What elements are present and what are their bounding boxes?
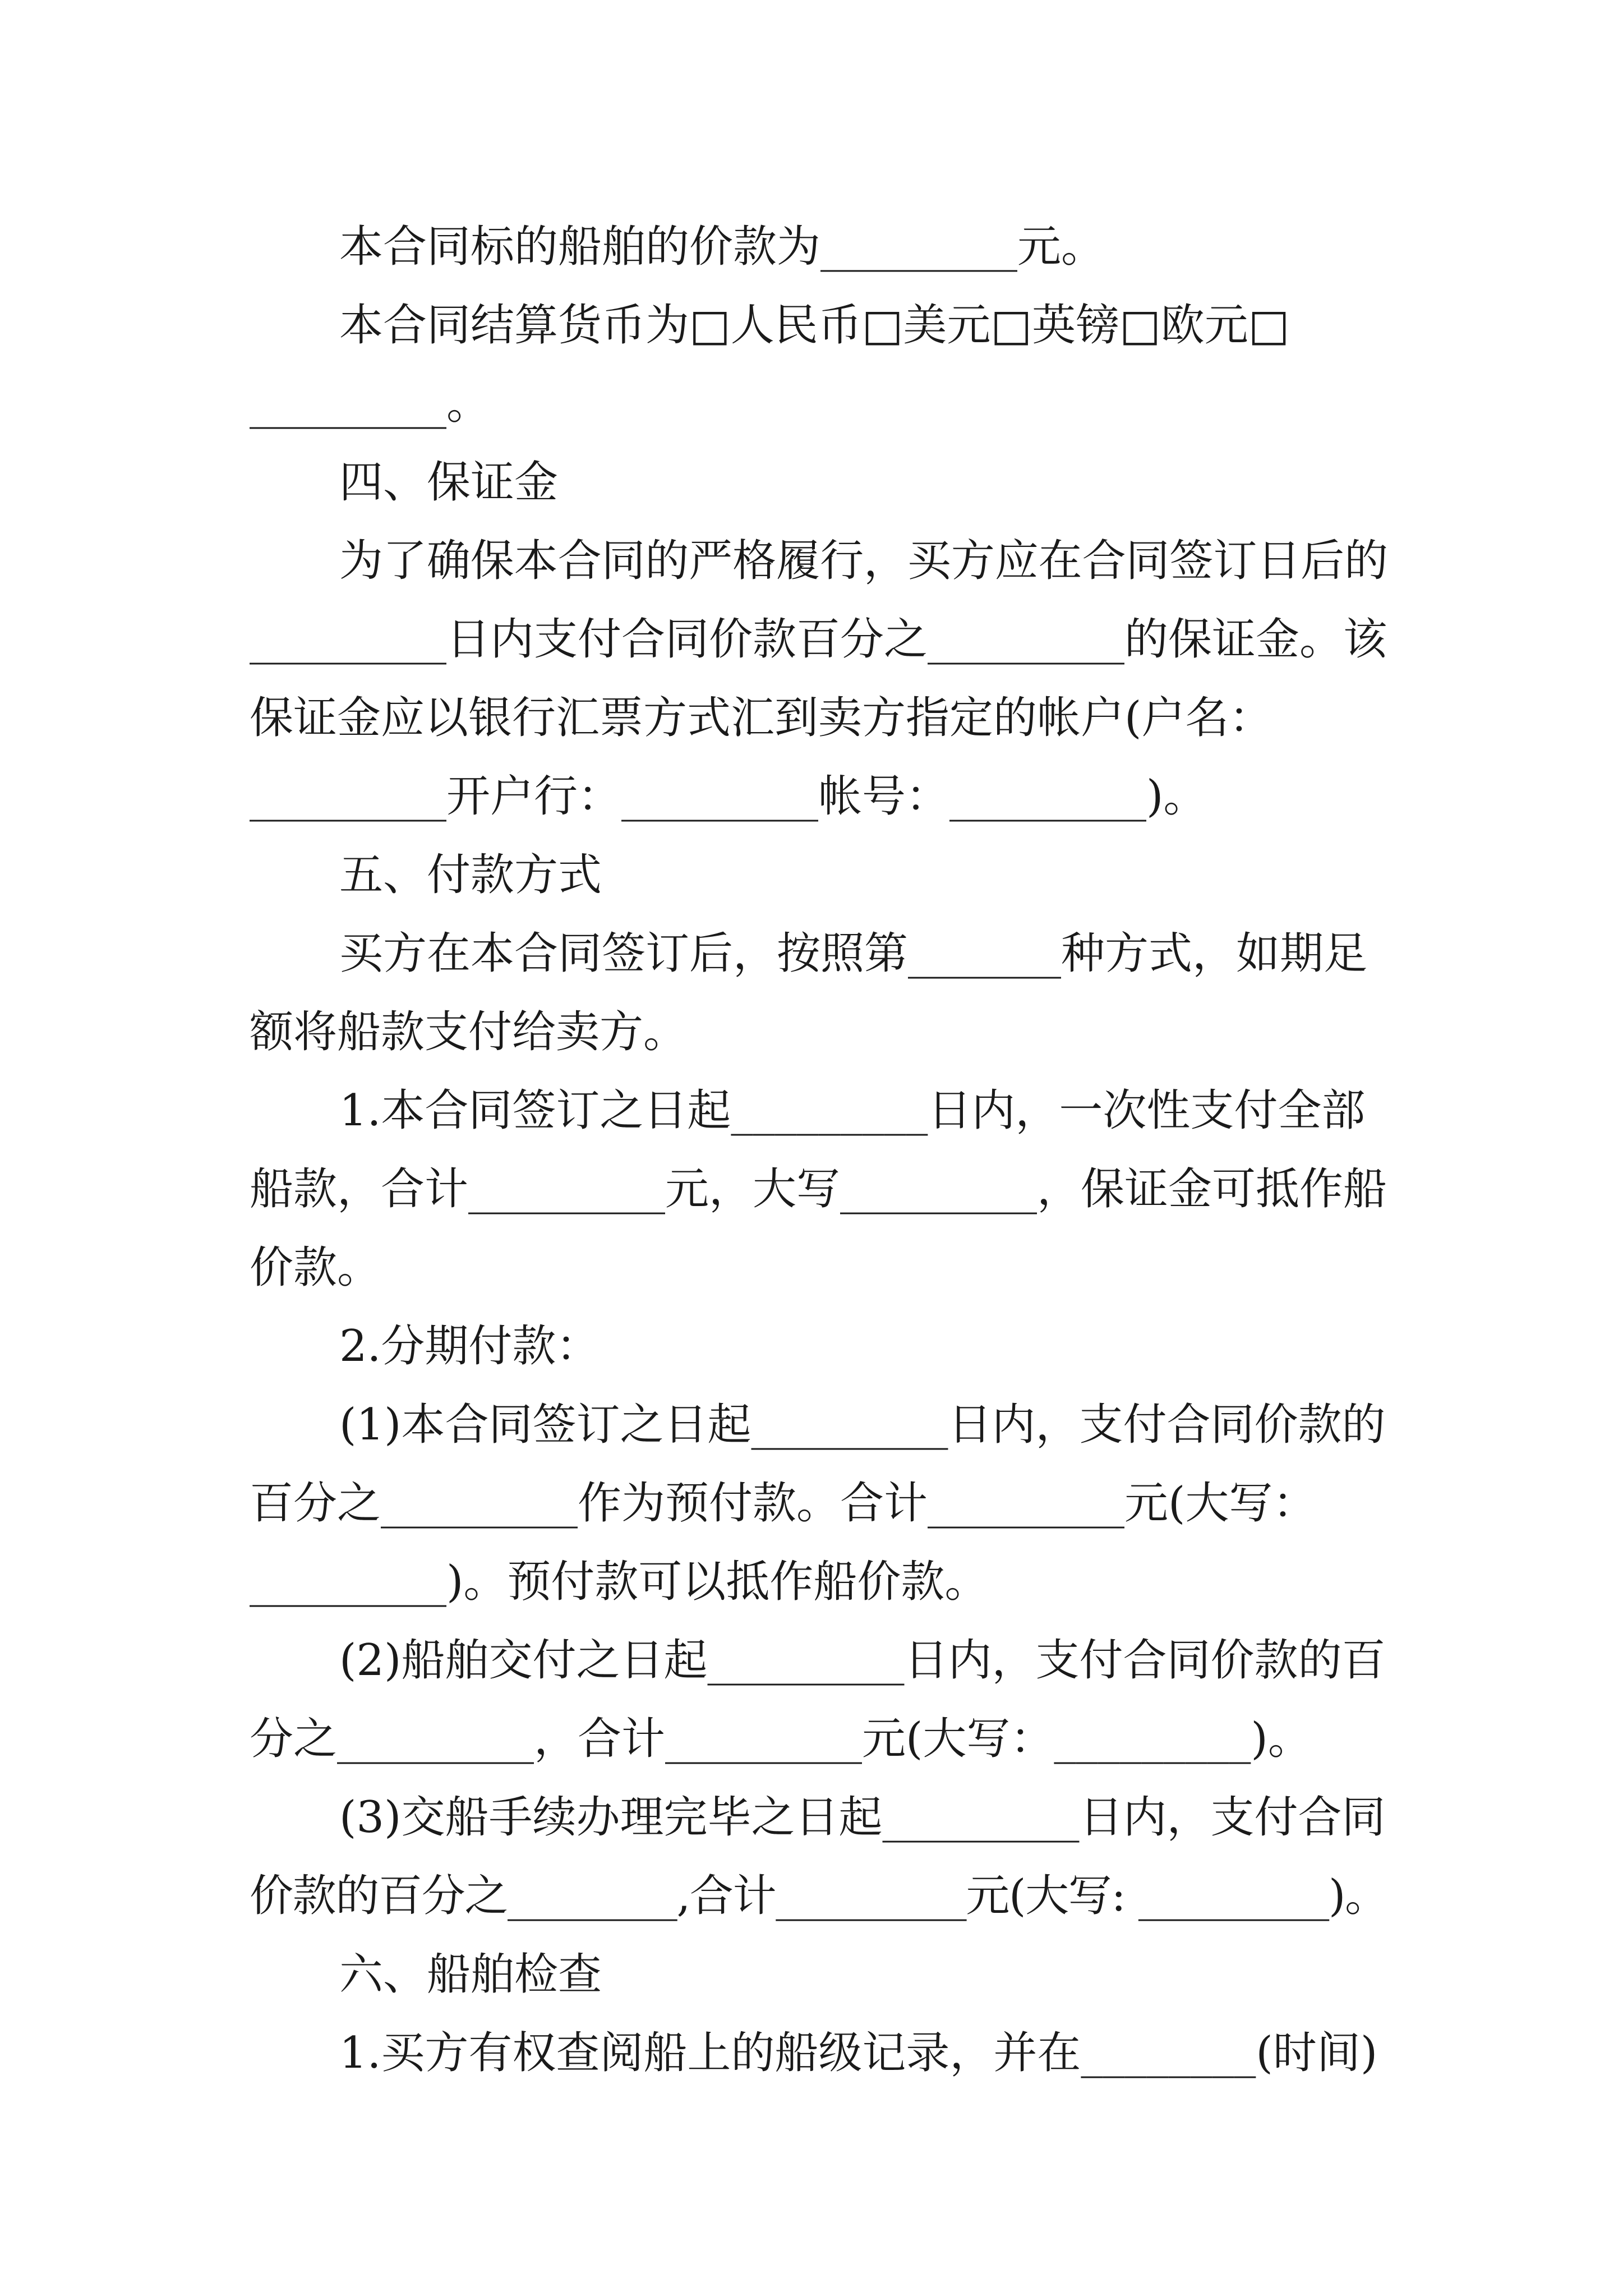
- text-line: (2)船舶交付之日起_________日内，支付合同价款的百: [339, 1635, 1386, 1686]
- text-line: 保证金应以银行汇票方式汇到卖方指定的帐户(户名：: [250, 693, 1273, 743]
- text-line: 价款。: [250, 1243, 381, 1293]
- text-line: 分之_________，合计_________元(大写：_________)。: [250, 1714, 1312, 1764]
- text-line: 本合同结算货币为□人民币□美元□英镑□欧元□: [339, 300, 1290, 351]
- text-line: 船款，合计_________元，大写_________，保证金可抵作船: [250, 1164, 1387, 1214]
- text-line: 价款的百分之________,合计_________元(大写: _________)。: [250, 1871, 1388, 1921]
- text-line: (3)交船手续办理完毕之日起_________日内，支付合同: [339, 1792, 1386, 1843]
- text-line: _________开户行：_________帐号：_________)。: [250, 771, 1207, 822]
- section-heading: 五、付款方式: [339, 850, 602, 900]
- text-line: _________日内支付合同价款百分之_________的保证金。该: [250, 614, 1387, 665]
- text-line: 额将船款支付给卖方。: [250, 1007, 688, 1057]
- section-heading: 六、船舶检查: [339, 1949, 602, 2000]
- text-line: 1.买方有权查阅船上的船级记录，并在________(时间): [339, 2028, 1378, 2078]
- text-line: 为了确保本合同的严格履行，买方应在合同签订日后的: [339, 536, 1389, 586]
- text-line: 买方在本合同签订后，按照第_______种方式，如期足: [339, 928, 1368, 979]
- section-heading: 四、保证金: [339, 457, 559, 508]
- text-line: _________。: [250, 379, 491, 429]
- text-line: _________)。预付款可以抵作船价款。: [250, 1557, 989, 1607]
- text-line: 百分之_________作为预付款。合计_________元(大写：: [250, 1478, 1317, 1529]
- text-line: 2.分期付款：: [339, 1321, 600, 1372]
- text-line: 1.本合同签订之日起_________日内，一次性支付全部: [339, 1085, 1366, 1136]
- text-line: 本合同标的船舶的价款为_________元。: [339, 222, 1105, 272]
- text-line: (1)本合同签订之日起_________日内，支付合同价款的: [339, 1400, 1386, 1450]
